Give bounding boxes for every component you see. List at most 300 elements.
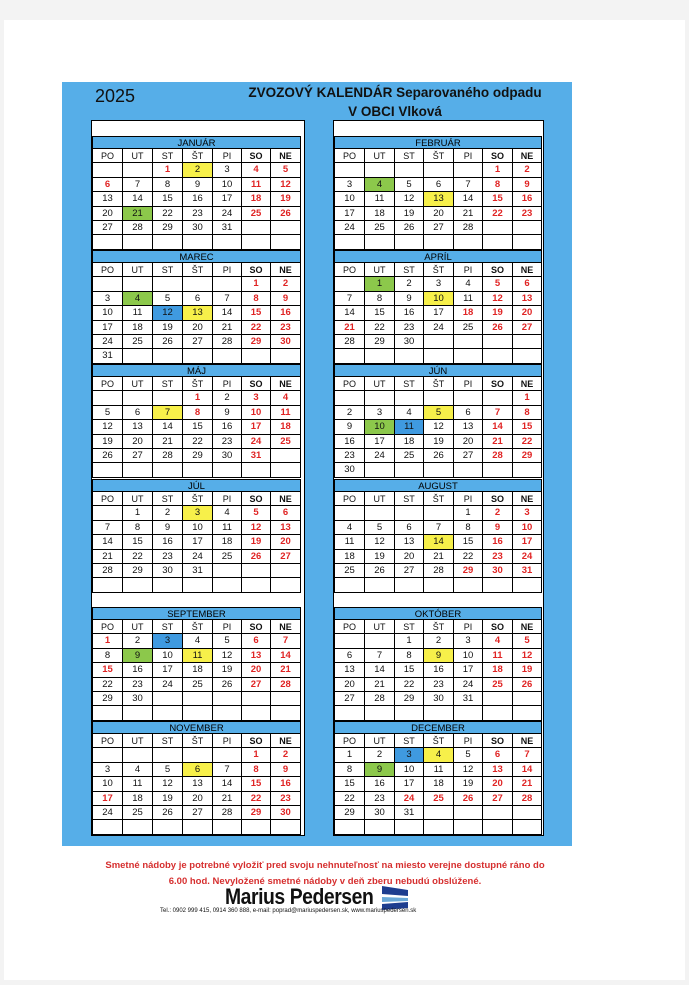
weekday-header: NE (271, 149, 301, 163)
day-cell (271, 820, 301, 834)
day-cell: 15 (123, 535, 153, 549)
day-cell: 11 (334, 535, 365, 549)
day-cell: 10 (334, 192, 365, 206)
weekday-header: PO (92, 263, 123, 277)
weekday-header: ŠT (424, 263, 454, 277)
day-cell: 9 (271, 763, 301, 777)
day-cell (242, 221, 271, 235)
weekday-header: ŠT (424, 620, 454, 634)
day-cell (213, 820, 242, 834)
day-cell (454, 463, 483, 477)
day-cell: 14 (454, 192, 483, 206)
weekday-header: NE (271, 263, 301, 277)
day-cell: 17 (183, 535, 213, 549)
day-cell: 1 (123, 506, 153, 520)
day-cell: 26 (213, 678, 242, 692)
day-cell: 3 (395, 748, 424, 762)
day-cell: 18 (123, 321, 153, 335)
day-cell: 20 (271, 535, 301, 549)
day-cell: 27 (483, 792, 513, 806)
weekday-header: UT (365, 149, 395, 163)
day-cell: 22 (183, 435, 213, 449)
day-cell: 10 (242, 406, 271, 420)
day-cell: 5 (454, 748, 483, 762)
day-cell: 10 (454, 649, 483, 663)
day-cell: 26 (513, 678, 542, 692)
day-cell: 17 (92, 792, 123, 806)
day-cell: 17 (242, 420, 271, 434)
weekday-header: ST (395, 149, 424, 163)
day-cell: 27 (92, 221, 123, 235)
weekday-header: SO (483, 734, 513, 748)
day-cell: 7 (483, 406, 513, 420)
day-cell: 18 (213, 535, 242, 549)
day-cell (513, 578, 542, 592)
company-logo-text: Marius Pedersen (225, 884, 374, 909)
day-cell: 28 (365, 692, 395, 706)
day-cell: 6 (424, 178, 454, 192)
weekday-header: PI (213, 620, 242, 634)
day-cell: 3 (92, 763, 123, 777)
day-cell (513, 820, 542, 834)
day-cell (123, 820, 153, 834)
day-cell: 14 (424, 535, 454, 549)
day-cell (183, 706, 213, 720)
day-cell (213, 692, 242, 706)
weekday-header: UT (365, 734, 395, 748)
day-cell (242, 578, 271, 592)
weekday-header: ST (153, 734, 183, 748)
day-cell: 8 (242, 292, 271, 306)
day-cell (271, 221, 301, 235)
day-cell: 14 (123, 192, 153, 206)
day-cell (92, 748, 123, 762)
day-cell (454, 391, 483, 405)
day-cell: 26 (395, 221, 424, 235)
day-cell: 27 (395, 564, 424, 578)
month-title: MAREC (92, 250, 301, 263)
day-cell: 11 (123, 306, 153, 320)
day-cell: 14 (334, 306, 365, 320)
day-cell: 10 (513, 521, 542, 535)
day-cell: 5 (483, 277, 513, 291)
weekday-header: SO (242, 492, 271, 506)
weekday-header: ST (153, 492, 183, 506)
day-cell: 18 (183, 663, 213, 677)
weekday-header: SO (483, 263, 513, 277)
day-cell (395, 506, 424, 520)
day-cell: 16 (424, 663, 454, 677)
day-cell: 25 (334, 564, 365, 578)
day-cell (454, 235, 483, 249)
weekday-header: PO (334, 149, 365, 163)
day-cell: 20 (395, 550, 424, 564)
day-cell: 12 (92, 420, 123, 434)
day-cell: 3 (183, 506, 213, 520)
day-cell (424, 806, 454, 820)
day-cell: 23 (483, 550, 513, 564)
weekday-header: ST (395, 492, 424, 506)
day-cell: 11 (454, 292, 483, 306)
day-cell (424, 578, 454, 592)
day-cell (334, 506, 365, 520)
month-title: JÚL (92, 479, 301, 492)
day-cell: 24 (395, 792, 424, 806)
day-cell: 25 (395, 449, 424, 463)
weekday-header: ŠT (183, 377, 213, 391)
day-cell: 15 (395, 663, 424, 677)
day-cell: 23 (271, 792, 301, 806)
day-cell: 30 (424, 692, 454, 706)
day-cell: 17 (395, 777, 424, 791)
day-cell: 16 (123, 663, 153, 677)
weekday-header: PO (334, 492, 365, 506)
day-cell (242, 820, 271, 834)
title-line-2: V OBCI Vlková (348, 104, 442, 119)
day-cell: 18 (242, 192, 271, 206)
day-cell: 12 (454, 763, 483, 777)
day-cell (424, 235, 454, 249)
day-cell: 25 (271, 435, 301, 449)
weekday-header: ŠT (424, 734, 454, 748)
weekday-header: NE (271, 492, 301, 506)
day-cell: 3 (424, 277, 454, 291)
day-cell: 7 (513, 748, 542, 762)
day-cell (271, 692, 301, 706)
day-cell: 29 (395, 692, 424, 706)
day-cell: 21 (213, 792, 242, 806)
day-cell: 17 (424, 306, 454, 320)
day-cell: 25 (123, 806, 153, 820)
day-cell (271, 463, 301, 477)
day-cell: 6 (334, 649, 365, 663)
day-cell: 4 (454, 277, 483, 291)
day-cell (365, 634, 395, 648)
day-cell (92, 820, 123, 834)
day-cell: 17 (92, 321, 123, 335)
day-cell: 27 (424, 221, 454, 235)
day-cell (513, 706, 542, 720)
weekday-header: NE (513, 263, 542, 277)
day-cell: 4 (123, 292, 153, 306)
day-cell: 24 (183, 550, 213, 564)
day-cell: 26 (424, 449, 454, 463)
day-cell: 20 (334, 678, 365, 692)
day-cell: 14 (213, 306, 242, 320)
day-cell: 9 (213, 406, 242, 420)
month-title: OKTÓBER (334, 607, 542, 620)
day-cell: 2 (271, 277, 301, 291)
day-cell: 6 (483, 748, 513, 762)
day-cell: 12 (242, 521, 271, 535)
day-cell: 13 (183, 306, 213, 320)
day-cell: 3 (213, 163, 242, 177)
month-title: APRÍL (334, 250, 542, 263)
day-cell: 12 (153, 306, 183, 320)
day-cell: 19 (92, 435, 123, 449)
weekday-header: NE (271, 377, 301, 391)
month-title: FEBRUÁR (334, 136, 542, 149)
day-cell (365, 506, 395, 520)
day-cell (334, 277, 365, 291)
day-cell: 13 (271, 521, 301, 535)
month-title: MÁJ (92, 364, 301, 377)
month-title: NOVEMBER (92, 721, 301, 734)
day-cell: 8 (365, 292, 395, 306)
day-cell (424, 706, 454, 720)
day-cell: 8 (513, 406, 542, 420)
day-cell (513, 692, 542, 706)
day-cell: 25 (483, 678, 513, 692)
month-title: DECEMBER (334, 721, 542, 734)
day-cell: 7 (365, 649, 395, 663)
day-cell: 7 (123, 178, 153, 192)
day-cell: 30 (334, 463, 365, 477)
weekday-header: UT (365, 263, 395, 277)
day-cell: 24 (153, 678, 183, 692)
day-cell: 24 (334, 221, 365, 235)
day-cell: 23 (183, 207, 213, 221)
day-cell (153, 463, 183, 477)
notice-line-2: 6.00 hod. Nevyložené smetné nádoby v deň zberu nebudú obslúžené. (168, 876, 482, 887)
weekday-header: PO (92, 377, 123, 391)
weekday-header: PI (213, 377, 242, 391)
day-cell: 6 (513, 277, 542, 291)
day-cell: 4 (395, 406, 424, 420)
day-cell: 1 (334, 748, 365, 762)
day-cell: 27 (513, 321, 542, 335)
day-cell: 30 (483, 564, 513, 578)
day-cell: 5 (92, 406, 123, 420)
weekday-header: ST (395, 263, 424, 277)
day-cell (123, 748, 153, 762)
day-cell: 6 (395, 521, 424, 535)
day-cell: 9 (271, 292, 301, 306)
day-cell: 9 (334, 420, 365, 434)
day-cell (183, 748, 213, 762)
day-cell: 21 (483, 435, 513, 449)
day-cell (454, 349, 483, 363)
day-cell: 7 (213, 292, 242, 306)
day-cell (271, 349, 301, 363)
day-cell: 28 (92, 564, 123, 578)
day-cell: 27 (123, 449, 153, 463)
day-cell: 27 (271, 550, 301, 564)
weekday-header: NE (271, 620, 301, 634)
day-cell (153, 820, 183, 834)
day-cell: 17 (454, 663, 483, 677)
day-cell: 6 (242, 634, 271, 648)
day-cell: 24 (242, 435, 271, 449)
day-cell: 28 (271, 678, 301, 692)
day-cell: 25 (454, 321, 483, 335)
day-cell (123, 391, 153, 405)
weekday-header: ŠT (183, 149, 213, 163)
day-cell: 1 (92, 634, 123, 648)
day-cell (454, 820, 483, 834)
day-cell (513, 806, 542, 820)
day-cell: 24 (92, 806, 123, 820)
day-cell: 3 (365, 406, 395, 420)
day-cell: 13 (183, 777, 213, 791)
day-cell: 8 (153, 178, 183, 192)
day-cell (395, 349, 424, 363)
day-cell: 11 (483, 649, 513, 663)
day-cell: 12 (513, 649, 542, 663)
day-cell: 10 (92, 306, 123, 320)
weekday-header: SO (483, 620, 513, 634)
day-cell: 15 (365, 306, 395, 320)
day-cell (242, 235, 271, 249)
day-cell: 22 (242, 321, 271, 335)
day-cell (424, 391, 454, 405)
day-cell: 29 (153, 221, 183, 235)
day-cell (153, 349, 183, 363)
weekday-header: ŠT (183, 620, 213, 634)
day-cell: 29 (365, 335, 395, 349)
day-cell: 2 (334, 406, 365, 420)
day-cell (271, 564, 301, 578)
day-cell: 1 (183, 391, 213, 405)
day-cell (483, 820, 513, 834)
day-cell: 16 (183, 192, 213, 206)
day-cell: 5 (513, 634, 542, 648)
day-cell: 23 (395, 321, 424, 335)
day-cell (334, 235, 365, 249)
day-cell: 5 (153, 763, 183, 777)
day-cell: 26 (454, 792, 483, 806)
day-cell: 20 (483, 777, 513, 791)
weekday-header: PO (92, 149, 123, 163)
day-cell: 4 (483, 634, 513, 648)
day-cell: 12 (153, 777, 183, 791)
day-cell: 19 (213, 663, 242, 677)
day-cell (123, 463, 153, 477)
weekday-header: NE (513, 620, 542, 634)
day-cell: 7 (153, 406, 183, 420)
day-cell (271, 578, 301, 592)
weekday-header: PO (92, 620, 123, 634)
month-title: AUGUST (334, 479, 542, 492)
day-cell: 20 (454, 435, 483, 449)
day-cell: 9 (183, 178, 213, 192)
day-cell (395, 163, 424, 177)
day-cell: 2 (213, 391, 242, 405)
day-cell: 18 (365, 207, 395, 221)
day-cell (483, 349, 513, 363)
day-cell: 18 (334, 550, 365, 564)
day-cell: 31 (395, 806, 424, 820)
day-cell (123, 163, 153, 177)
day-cell: 7 (271, 634, 301, 648)
day-cell: 24 (454, 678, 483, 692)
day-cell (513, 335, 542, 349)
day-cell: 10 (365, 420, 395, 434)
day-cell (123, 578, 153, 592)
day-cell: 21 (334, 321, 365, 335)
day-cell: 14 (483, 420, 513, 434)
day-cell (334, 820, 365, 834)
day-cell: 25 (424, 792, 454, 806)
day-cell (395, 578, 424, 592)
day-cell: 20 (183, 792, 213, 806)
day-cell: 16 (483, 535, 513, 549)
day-cell (454, 163, 483, 177)
weekday-header: UT (365, 620, 395, 634)
day-cell: 24 (213, 207, 242, 221)
day-cell: 9 (365, 763, 395, 777)
day-cell: 22 (454, 550, 483, 564)
day-cell: 7 (334, 292, 365, 306)
day-cell: 23 (213, 435, 242, 449)
day-cell (424, 349, 454, 363)
day-cell: 11 (183, 649, 213, 663)
day-cell: 31 (513, 564, 542, 578)
day-cell: 19 (271, 192, 301, 206)
day-cell: 20 (424, 207, 454, 221)
day-cell: 3 (242, 391, 271, 405)
contact-info: Tel.: 0902 999 415, 0914 360 888, e-mail: poprad@mariuspedersen.sk, www.mariuspedersen.sk (160, 908, 417, 914)
day-cell: 24 (513, 550, 542, 564)
day-cell (183, 277, 213, 291)
day-cell: 12 (271, 178, 301, 192)
day-cell (483, 692, 513, 706)
day-cell: 19 (395, 207, 424, 221)
day-cell (483, 391, 513, 405)
day-cell: 1 (395, 634, 424, 648)
day-cell: 12 (424, 420, 454, 434)
day-cell: 26 (92, 449, 123, 463)
day-cell (92, 706, 123, 720)
weekday-header: UT (365, 492, 395, 506)
day-cell (424, 820, 454, 834)
weekday-header: NE (513, 492, 542, 506)
day-cell: 2 (395, 277, 424, 291)
weekday-header: ST (153, 620, 183, 634)
weekday-header: PO (92, 734, 123, 748)
day-cell: 16 (365, 777, 395, 791)
day-cell: 22 (242, 792, 271, 806)
weekday-header: PI (454, 377, 483, 391)
day-cell (242, 463, 271, 477)
weekday-header: SO (242, 620, 271, 634)
weekday-header: ST (153, 377, 183, 391)
day-cell: 4 (123, 763, 153, 777)
weekday-header: SO (242, 377, 271, 391)
day-cell (183, 463, 213, 477)
day-cell (242, 349, 271, 363)
day-cell (242, 564, 271, 578)
day-cell (123, 706, 153, 720)
day-cell (395, 706, 424, 720)
day-cell: 12 (483, 292, 513, 306)
day-cell: 21 (424, 550, 454, 564)
weekday-header: ŠT (183, 263, 213, 277)
day-cell: 16 (153, 535, 183, 549)
day-cell: 25 (242, 207, 271, 221)
day-cell: 23 (153, 550, 183, 564)
day-cell: 13 (334, 663, 365, 677)
weekday-header: NE (271, 734, 301, 748)
day-cell: 1 (365, 277, 395, 291)
day-cell: 21 (454, 207, 483, 221)
day-cell (424, 335, 454, 349)
day-cell: 19 (153, 792, 183, 806)
day-cell (483, 335, 513, 349)
day-cell: 2 (123, 634, 153, 648)
weekday-header: PO (334, 377, 365, 391)
day-cell (483, 706, 513, 720)
